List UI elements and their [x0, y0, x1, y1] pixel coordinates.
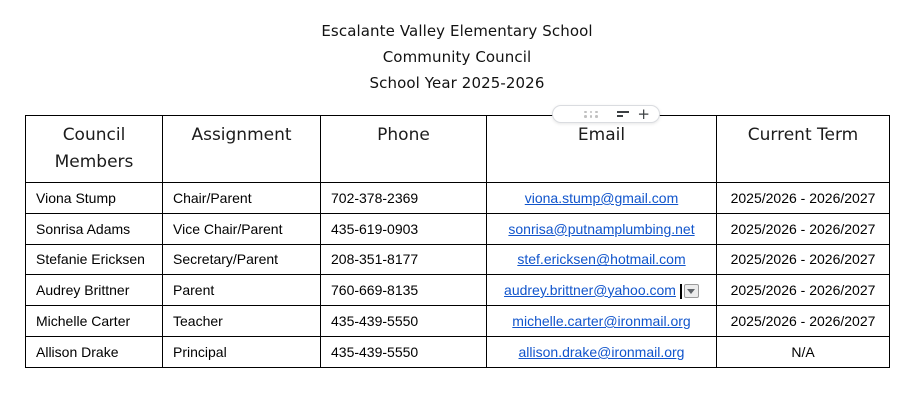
- add-column-icon[interactable]: +: [637, 104, 650, 123]
- email-link[interactable]: audrey.brittner@yahoo.com: [504, 281, 676, 298]
- email-cell: [487, 306, 717, 337]
- text-cursor: [680, 284, 682, 299]
- email-link[interactable]: michelle.carter@ironmail.org: [512, 313, 691, 330]
- assignment: Parent: [163, 275, 321, 306]
- phone: 435-439-5550: [321, 336, 487, 367]
- header-assignment: Assignment: [163, 116, 321, 183]
- phone: 702-378-2369: [321, 183, 487, 214]
- table-controls-toolbar[interactable]: [552, 105, 660, 123]
- member-name: Viona Stump: [26, 183, 163, 214]
- header-phone: Phone: [321, 116, 487, 183]
- current-term: 2025/2026 - 2026/2027: [717, 306, 890, 337]
- email-link[interactable]: sonrisa@putnamplumbing.net: [508, 220, 695, 237]
- assignment: Teacher: [163, 306, 321, 337]
- page-title-line-2: Community Council: [382, 48, 532, 66]
- email-cell: [487, 336, 717, 367]
- assignment: Vice Chair/Parent: [163, 213, 321, 244]
- table-row: [26, 275, 890, 306]
- phone: 760-669-8135: [321, 275, 487, 306]
- page-title: [0, 18, 914, 96]
- email-link[interactable]: viona.stump@gmail.com: [524, 189, 679, 206]
- email-cell: [487, 244, 717, 275]
- table-row: [26, 306, 890, 337]
- email-link[interactable]: stef.ericksen@hotmail.com: [517, 251, 686, 268]
- email-cell: [487, 213, 717, 244]
- member-name: Allison Drake: [26, 336, 163, 367]
- current-term: 2025/2026 - 2026/2027: [717, 275, 890, 306]
- phone: 208-351-8177: [321, 244, 487, 275]
- drag-handle-icon[interactable]: [584, 111, 598, 118]
- phone: 435-619-0903: [321, 213, 487, 244]
- email-link[interactable]: allison.drake@ironmail.org: [518, 343, 685, 360]
- email-cell-active: [487, 275, 717, 306]
- link-dropdown-button[interactable]: [684, 284, 699, 298]
- table-header-row: [26, 116, 890, 183]
- assignment: Chair/Parent: [163, 183, 321, 214]
- header-council-members: Council Members: [26, 116, 163, 183]
- header-email: Email: [487, 116, 717, 183]
- page-title-line-1: Escalante Valley Elementary School: [321, 22, 593, 40]
- page-title-line-3: School Year 2025-2026: [369, 74, 545, 92]
- member-name: Audrey Brittner: [26, 275, 163, 306]
- sort-icon[interactable]: [617, 110, 629, 119]
- current-term: 2025/2026 - 2026/2027: [717, 244, 890, 275]
- current-term: 2025/2026 - 2026/2027: [717, 183, 890, 214]
- assignment: Principal: [163, 336, 321, 367]
- council-roster-table: [25, 115, 890, 368]
- table-row: [26, 213, 890, 244]
- member-name: Michelle Carter: [26, 306, 163, 337]
- table-row: [26, 183, 890, 214]
- email-cell: [487, 183, 717, 214]
- member-name: Stefanie Ericksen: [26, 244, 163, 275]
- phone: 435-439-5550: [321, 306, 487, 337]
- current-term: N/A: [717, 336, 890, 367]
- assignment: Secretary/Parent: [163, 244, 321, 275]
- current-term: 2025/2026 - 2026/2027: [717, 213, 890, 244]
- table-row: [26, 244, 890, 275]
- header-current-term: Current Term: [717, 116, 890, 183]
- member-name: Sonrisa Adams: [26, 213, 163, 244]
- table-row: [26, 336, 890, 367]
